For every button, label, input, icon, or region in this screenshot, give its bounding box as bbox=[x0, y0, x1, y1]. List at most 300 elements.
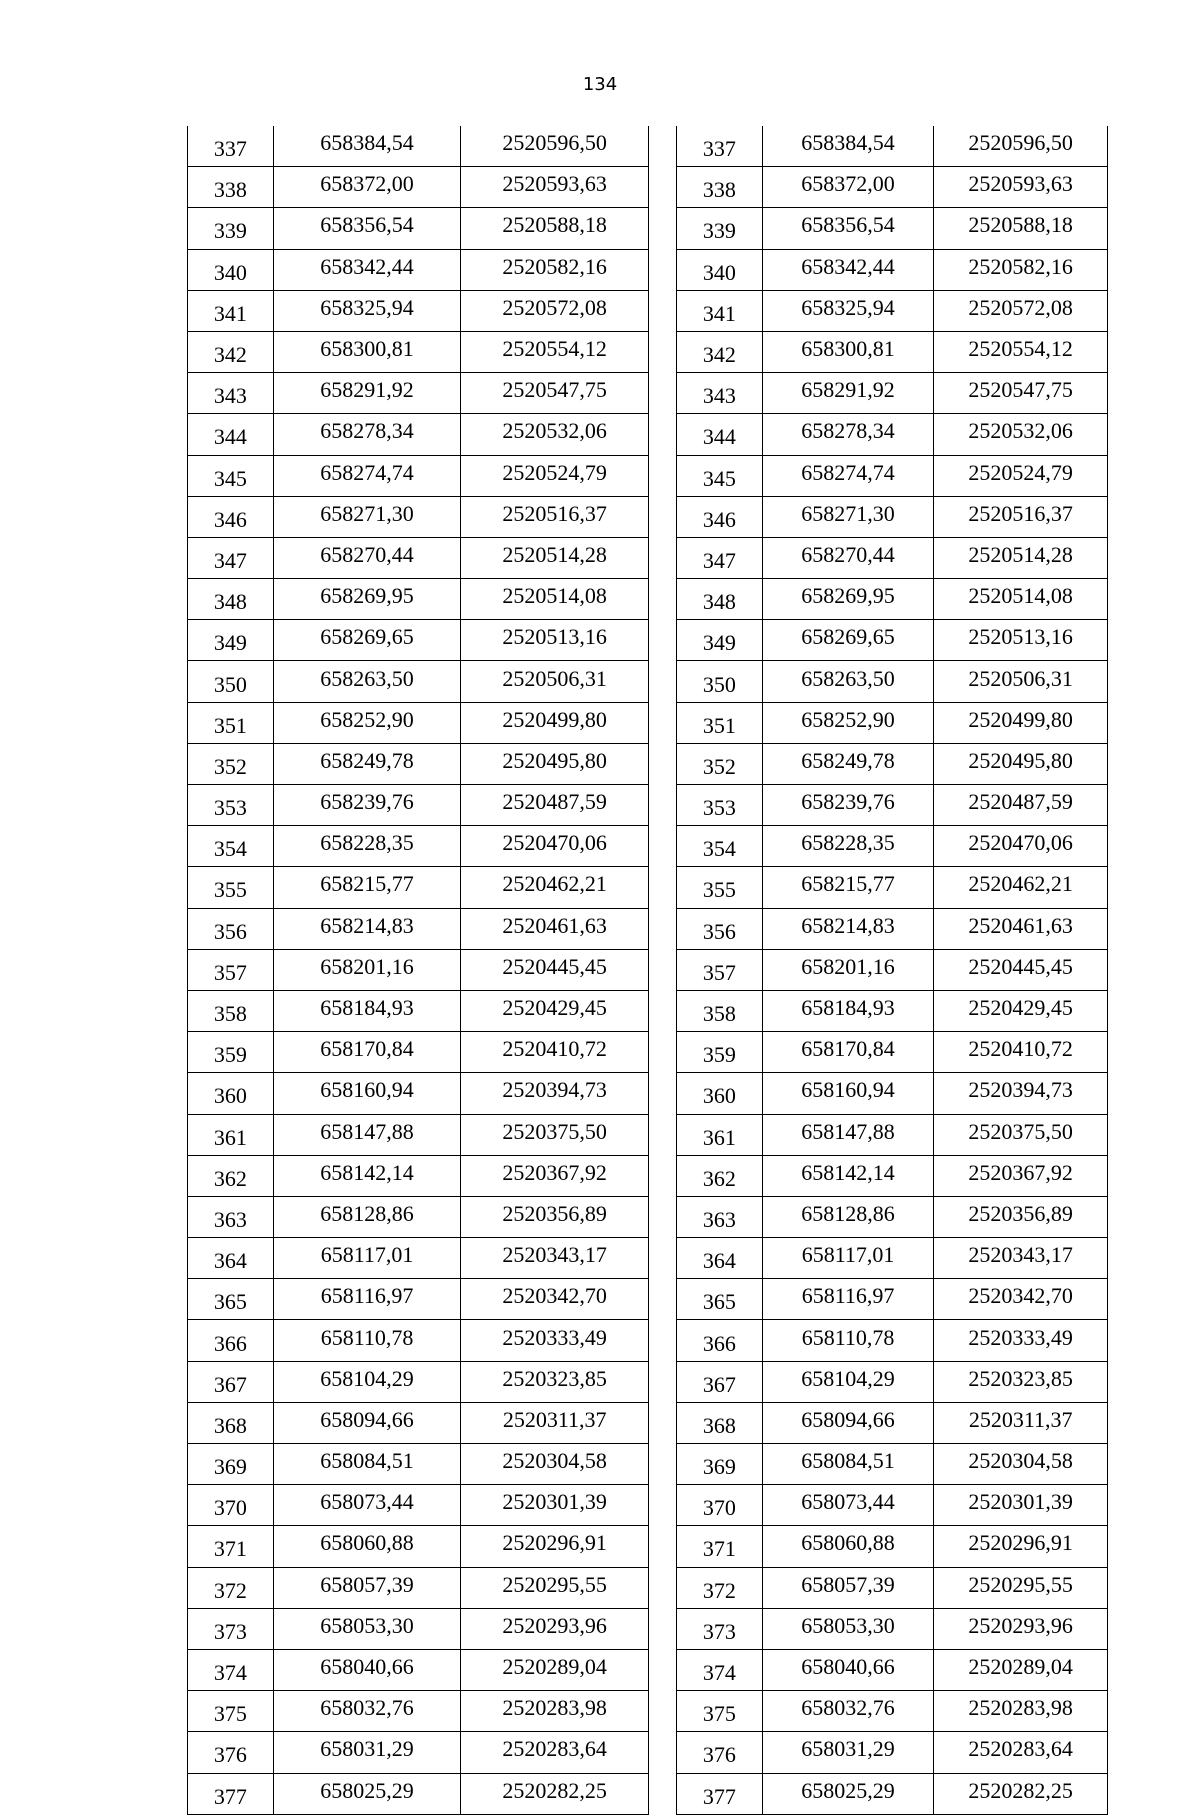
x-coordinate-cell: 658104,29 bbox=[273, 1361, 461, 1402]
point-number-cell: 361 bbox=[677, 1114, 763, 1155]
table-row bbox=[677, 167, 1108, 208]
table-row bbox=[188, 1196, 649, 1237]
point-number-cell: 345 bbox=[188, 455, 274, 496]
table-row bbox=[677, 579, 1108, 620]
x-coordinate-cell: 658252,90 bbox=[762, 702, 934, 743]
table-row bbox=[677, 826, 1108, 867]
y-coordinate-cell: 2520304,58 bbox=[461, 1444, 649, 1485]
x-coordinate-cell: 658300,81 bbox=[273, 331, 461, 372]
y-coordinate-cell: 2520499,80 bbox=[934, 702, 1108, 743]
point-number-cell: 364 bbox=[188, 1238, 274, 1279]
y-coordinate-cell: 2520429,45 bbox=[934, 990, 1108, 1031]
y-coordinate-cell: 2520532,06 bbox=[461, 414, 649, 455]
table-row bbox=[677, 126, 1108, 167]
y-coordinate-cell: 2520470,06 bbox=[934, 826, 1108, 867]
point-number-cell: 375 bbox=[677, 1691, 763, 1732]
table-row bbox=[188, 1773, 649, 1814]
x-coordinate-cell: 658274,74 bbox=[762, 455, 934, 496]
x-coordinate-cell: 658201,16 bbox=[762, 949, 934, 990]
x-coordinate-cell: 658269,95 bbox=[762, 579, 934, 620]
x-coordinate-cell: 658060,88 bbox=[762, 1526, 934, 1567]
x-coordinate-cell: 658201,16 bbox=[273, 949, 461, 990]
point-number-cell: 359 bbox=[188, 1032, 274, 1073]
y-coordinate-cell: 2520513,16 bbox=[461, 620, 649, 661]
y-coordinate-cell: 2520593,63 bbox=[461, 167, 649, 208]
y-coordinate-cell: 2520283,98 bbox=[461, 1691, 649, 1732]
table-row bbox=[677, 1649, 1108, 1690]
x-coordinate-cell: 658094,66 bbox=[762, 1402, 934, 1443]
y-coordinate-cell: 2520445,45 bbox=[461, 949, 649, 990]
x-coordinate-cell: 658239,76 bbox=[273, 785, 461, 826]
table-row bbox=[677, 867, 1108, 908]
y-coordinate-cell: 2520283,64 bbox=[461, 1732, 649, 1773]
y-coordinate-cell: 2520499,80 bbox=[461, 702, 649, 743]
point-number-cell: 366 bbox=[188, 1320, 274, 1361]
table-row bbox=[677, 1196, 1108, 1237]
y-coordinate-cell: 2520513,16 bbox=[934, 620, 1108, 661]
x-coordinate-cell: 658057,39 bbox=[273, 1567, 461, 1608]
table-row bbox=[677, 1238, 1108, 1279]
table-row bbox=[677, 496, 1108, 537]
y-coordinate-cell: 2520301,39 bbox=[934, 1485, 1108, 1526]
y-coordinate-cell: 2520593,63 bbox=[934, 167, 1108, 208]
x-coordinate-cell: 658372,00 bbox=[273, 167, 461, 208]
x-coordinate-cell: 658110,78 bbox=[273, 1320, 461, 1361]
table-row bbox=[188, 1649, 649, 1690]
y-coordinate-cell: 2520429,45 bbox=[461, 990, 649, 1031]
table-row bbox=[188, 126, 649, 167]
y-coordinate-cell: 2520293,96 bbox=[461, 1608, 649, 1649]
x-coordinate-cell: 658356,54 bbox=[762, 208, 934, 249]
table-row bbox=[188, 661, 649, 702]
table-row bbox=[677, 1361, 1108, 1402]
y-coordinate-cell: 2520283,98 bbox=[934, 1691, 1108, 1732]
table-row bbox=[677, 1485, 1108, 1526]
x-coordinate-cell: 658278,34 bbox=[273, 414, 461, 455]
x-coordinate-cell: 658117,01 bbox=[762, 1238, 934, 1279]
point-number-cell: 354 bbox=[677, 826, 763, 867]
y-coordinate-cell: 2520342,70 bbox=[461, 1279, 649, 1320]
y-coordinate-cell: 2520514,28 bbox=[934, 537, 1108, 578]
point-number-cell: 346 bbox=[677, 496, 763, 537]
x-coordinate-cell: 658147,88 bbox=[273, 1114, 461, 1155]
point-number-cell: 365 bbox=[188, 1279, 274, 1320]
y-coordinate-cell: 2520333,49 bbox=[461, 1320, 649, 1361]
point-number-cell: 371 bbox=[677, 1526, 763, 1567]
x-coordinate-cell: 658040,66 bbox=[762, 1649, 934, 1690]
table-row bbox=[188, 743, 649, 784]
x-coordinate-cell: 658025,29 bbox=[762, 1773, 934, 1814]
point-number-cell: 353 bbox=[188, 785, 274, 826]
point-number-cell: 364 bbox=[677, 1238, 763, 1279]
table-row bbox=[188, 1402, 649, 1443]
x-coordinate-cell: 658271,30 bbox=[762, 496, 934, 537]
table-row bbox=[677, 249, 1108, 290]
point-number-cell: 369 bbox=[677, 1444, 763, 1485]
x-coordinate-cell: 658278,34 bbox=[762, 414, 934, 455]
x-coordinate-cell: 658291,92 bbox=[273, 373, 461, 414]
x-coordinate-cell: 658094,66 bbox=[273, 1402, 461, 1443]
point-number-cell: 348 bbox=[188, 579, 274, 620]
x-coordinate-cell: 658032,76 bbox=[273, 1691, 461, 1732]
y-coordinate-cell: 2520283,64 bbox=[934, 1732, 1108, 1773]
point-number-cell: 347 bbox=[188, 537, 274, 578]
y-coordinate-cell: 2520293,96 bbox=[934, 1608, 1108, 1649]
x-coordinate-cell: 658073,44 bbox=[762, 1485, 934, 1526]
x-coordinate-cell: 658269,65 bbox=[762, 620, 934, 661]
table-row bbox=[677, 1567, 1108, 1608]
point-number-cell: 341 bbox=[677, 290, 763, 331]
table-row bbox=[677, 990, 1108, 1031]
table-row bbox=[677, 455, 1108, 496]
x-coordinate-cell: 658057,39 bbox=[762, 1567, 934, 1608]
point-number-cell: 372 bbox=[188, 1567, 274, 1608]
x-coordinate-cell: 658147,88 bbox=[762, 1114, 934, 1155]
point-number-cell: 362 bbox=[677, 1155, 763, 1196]
point-number-cell: 377 bbox=[188, 1773, 274, 1814]
table-row bbox=[188, 908, 649, 949]
x-coordinate-cell: 658263,50 bbox=[273, 661, 461, 702]
point-number-cell: 377 bbox=[677, 1773, 763, 1814]
table-row bbox=[188, 537, 649, 578]
point-number-cell: 356 bbox=[188, 908, 274, 949]
x-coordinate-cell: 658031,29 bbox=[273, 1732, 461, 1773]
y-coordinate-cell: 2520514,08 bbox=[934, 579, 1108, 620]
point-number-cell: 366 bbox=[677, 1320, 763, 1361]
y-coordinate-cell: 2520596,50 bbox=[934, 126, 1108, 167]
coordinates-table-left-body bbox=[188, 126, 649, 1814]
table-row bbox=[188, 249, 649, 290]
point-number-cell: 370 bbox=[677, 1485, 763, 1526]
point-number-cell: 340 bbox=[188, 249, 274, 290]
x-coordinate-cell: 658170,84 bbox=[273, 1032, 461, 1073]
y-coordinate-cell: 2520572,08 bbox=[934, 290, 1108, 331]
x-coordinate-cell: 658025,29 bbox=[273, 1773, 461, 1814]
point-number-cell: 376 bbox=[677, 1732, 763, 1773]
table-row bbox=[677, 1773, 1108, 1814]
y-coordinate-cell: 2520356,89 bbox=[934, 1196, 1108, 1237]
table-row bbox=[677, 1402, 1108, 1443]
x-coordinate-cell: 658031,29 bbox=[762, 1732, 934, 1773]
x-coordinate-cell: 658239,76 bbox=[762, 785, 934, 826]
point-number-cell: 367 bbox=[188, 1361, 274, 1402]
x-coordinate-cell: 658249,78 bbox=[273, 743, 461, 784]
table-row bbox=[188, 990, 649, 1031]
y-coordinate-cell: 2520343,17 bbox=[461, 1238, 649, 1279]
table-row bbox=[188, 867, 649, 908]
x-coordinate-cell: 658342,44 bbox=[273, 249, 461, 290]
point-number-cell: 339 bbox=[677, 208, 763, 249]
x-coordinate-cell: 658249,78 bbox=[762, 743, 934, 784]
y-coordinate-cell: 2520572,08 bbox=[461, 290, 649, 331]
y-coordinate-cell: 2520506,31 bbox=[461, 661, 649, 702]
table-row bbox=[188, 167, 649, 208]
y-coordinate-cell: 2520514,08 bbox=[461, 579, 649, 620]
table-row bbox=[188, 331, 649, 372]
x-coordinate-cell: 658160,94 bbox=[273, 1073, 461, 1114]
x-coordinate-cell: 658252,90 bbox=[273, 702, 461, 743]
table-row bbox=[677, 1032, 1108, 1073]
table-row bbox=[677, 1114, 1108, 1155]
y-coordinate-cell: 2520295,55 bbox=[934, 1567, 1108, 1608]
y-coordinate-cell: 2520356,89 bbox=[461, 1196, 649, 1237]
table-row bbox=[188, 1238, 649, 1279]
table-row bbox=[677, 949, 1108, 990]
x-coordinate-cell: 658170,84 bbox=[762, 1032, 934, 1073]
x-coordinate-cell: 658128,86 bbox=[273, 1196, 461, 1237]
point-number-cell: 350 bbox=[677, 661, 763, 702]
y-coordinate-cell: 2520301,39 bbox=[461, 1485, 649, 1526]
y-coordinate-cell: 2520495,80 bbox=[934, 743, 1108, 784]
y-coordinate-cell: 2520554,12 bbox=[461, 331, 649, 372]
y-coordinate-cell: 2520514,28 bbox=[461, 537, 649, 578]
table-row bbox=[188, 579, 649, 620]
y-coordinate-cell: 2520289,04 bbox=[461, 1649, 649, 1690]
point-number-cell: 376 bbox=[188, 1732, 274, 1773]
y-coordinate-cell: 2520311,37 bbox=[934, 1402, 1108, 1443]
table-row bbox=[188, 1526, 649, 1567]
y-coordinate-cell: 2520323,85 bbox=[461, 1361, 649, 1402]
table-row bbox=[188, 1567, 649, 1608]
point-number-cell: 374 bbox=[677, 1649, 763, 1690]
table-row bbox=[677, 373, 1108, 414]
x-coordinate-cell: 658128,86 bbox=[762, 1196, 934, 1237]
table-row bbox=[677, 661, 1108, 702]
x-coordinate-cell: 658270,44 bbox=[273, 537, 461, 578]
table-row bbox=[677, 331, 1108, 372]
table-row bbox=[677, 1073, 1108, 1114]
point-number-cell: 338 bbox=[677, 167, 763, 208]
x-coordinate-cell: 658053,30 bbox=[762, 1608, 934, 1649]
point-number-cell: 365 bbox=[677, 1279, 763, 1320]
x-coordinate-cell: 658215,77 bbox=[762, 867, 934, 908]
x-coordinate-cell: 658356,54 bbox=[273, 208, 461, 249]
x-coordinate-cell: 658372,00 bbox=[762, 167, 934, 208]
x-coordinate-cell: 658104,29 bbox=[762, 1361, 934, 1402]
x-coordinate-cell: 658384,54 bbox=[273, 126, 461, 167]
table-row bbox=[188, 496, 649, 537]
table-row bbox=[188, 1320, 649, 1361]
x-coordinate-cell: 658325,94 bbox=[273, 290, 461, 331]
x-coordinate-cell: 658270,44 bbox=[762, 537, 934, 578]
y-coordinate-cell: 2520582,16 bbox=[934, 249, 1108, 290]
point-number-cell: 351 bbox=[188, 702, 274, 743]
y-coordinate-cell: 2520462,21 bbox=[461, 867, 649, 908]
y-coordinate-cell: 2520524,79 bbox=[934, 455, 1108, 496]
point-number-cell: 357 bbox=[677, 949, 763, 990]
x-coordinate-cell: 658160,94 bbox=[762, 1073, 934, 1114]
y-coordinate-cell: 2520445,45 bbox=[934, 949, 1108, 990]
point-number-cell: 343 bbox=[188, 373, 274, 414]
point-number-cell: 368 bbox=[677, 1402, 763, 1443]
x-coordinate-cell: 658325,94 bbox=[762, 290, 934, 331]
table-row bbox=[677, 290, 1108, 331]
y-coordinate-cell: 2520495,80 bbox=[461, 743, 649, 784]
y-coordinate-cell: 2520323,85 bbox=[934, 1361, 1108, 1402]
coordinates-table-right-body bbox=[677, 126, 1108, 1814]
x-coordinate-cell: 658184,93 bbox=[273, 990, 461, 1031]
x-coordinate-cell: 658110,78 bbox=[762, 1320, 934, 1361]
point-number-cell: 362 bbox=[188, 1155, 274, 1196]
table-row bbox=[677, 1155, 1108, 1196]
page-number: 134 bbox=[582, 74, 618, 95]
point-number-cell: 375 bbox=[188, 1691, 274, 1732]
y-coordinate-cell: 2520524,79 bbox=[461, 455, 649, 496]
point-number-cell: 349 bbox=[677, 620, 763, 661]
table-row bbox=[677, 785, 1108, 826]
y-coordinate-cell: 2520596,50 bbox=[461, 126, 649, 167]
y-coordinate-cell: 2520282,25 bbox=[461, 1773, 649, 1814]
table-row bbox=[188, 1732, 649, 1773]
table-row bbox=[677, 1279, 1108, 1320]
point-number-cell: 349 bbox=[188, 620, 274, 661]
table-row bbox=[188, 826, 649, 867]
point-number-cell: 345 bbox=[677, 455, 763, 496]
point-number-cell: 352 bbox=[677, 743, 763, 784]
point-number-cell: 350 bbox=[188, 661, 274, 702]
point-number-cell: 374 bbox=[188, 1649, 274, 1690]
x-coordinate-cell: 658053,30 bbox=[273, 1608, 461, 1649]
table-row bbox=[677, 208, 1108, 249]
table-row bbox=[677, 908, 1108, 949]
table-row bbox=[188, 1608, 649, 1649]
y-coordinate-cell: 2520547,75 bbox=[461, 373, 649, 414]
table-row bbox=[188, 455, 649, 496]
table-row bbox=[188, 949, 649, 990]
table-row bbox=[677, 1320, 1108, 1361]
x-coordinate-cell: 658291,92 bbox=[762, 373, 934, 414]
table-row bbox=[677, 1526, 1108, 1567]
table-row bbox=[188, 290, 649, 331]
y-coordinate-cell: 2520588,18 bbox=[461, 208, 649, 249]
y-coordinate-cell: 2520554,12 bbox=[934, 331, 1108, 372]
table-row bbox=[677, 414, 1108, 455]
x-coordinate-cell: 658263,50 bbox=[762, 661, 934, 702]
table-row bbox=[188, 620, 649, 661]
x-coordinate-cell: 658060,88 bbox=[273, 1526, 461, 1567]
y-coordinate-cell: 2520516,37 bbox=[461, 496, 649, 537]
y-coordinate-cell: 2520342,70 bbox=[934, 1279, 1108, 1320]
y-coordinate-cell: 2520547,75 bbox=[934, 373, 1108, 414]
table-row bbox=[677, 702, 1108, 743]
point-number-cell: 340 bbox=[677, 249, 763, 290]
y-coordinate-cell: 2520295,55 bbox=[461, 1567, 649, 1608]
point-number-cell: 371 bbox=[188, 1526, 274, 1567]
point-number-cell: 351 bbox=[677, 702, 763, 743]
y-coordinate-cell: 2520296,91 bbox=[461, 1526, 649, 1567]
y-coordinate-cell: 2520289,04 bbox=[934, 1649, 1108, 1690]
table-row bbox=[677, 537, 1108, 578]
point-number-cell: 373 bbox=[188, 1608, 274, 1649]
x-coordinate-cell: 658142,14 bbox=[762, 1155, 934, 1196]
y-coordinate-cell: 2520333,49 bbox=[934, 1320, 1108, 1361]
x-coordinate-cell: 658271,30 bbox=[273, 496, 461, 537]
y-coordinate-cell: 2520532,06 bbox=[934, 414, 1108, 455]
y-coordinate-cell: 2520394,73 bbox=[934, 1073, 1108, 1114]
y-coordinate-cell: 2520462,21 bbox=[934, 867, 1108, 908]
y-coordinate-cell: 2520487,59 bbox=[461, 785, 649, 826]
point-number-cell: 342 bbox=[188, 331, 274, 372]
y-coordinate-cell: 2520367,92 bbox=[934, 1155, 1108, 1196]
point-number-cell: 337 bbox=[188, 126, 274, 167]
x-coordinate-cell: 658300,81 bbox=[762, 331, 934, 372]
point-number-cell: 363 bbox=[188, 1196, 274, 1237]
point-number-cell: 358 bbox=[188, 990, 274, 1031]
coordinates-table-right bbox=[676, 126, 1108, 1815]
table-row bbox=[677, 1732, 1108, 1773]
y-coordinate-cell: 2520506,31 bbox=[934, 661, 1108, 702]
x-coordinate-cell: 658214,83 bbox=[762, 908, 934, 949]
point-number-cell: 361 bbox=[188, 1114, 274, 1155]
y-coordinate-cell: 2520461,63 bbox=[934, 908, 1108, 949]
y-coordinate-cell: 2520516,37 bbox=[934, 496, 1108, 537]
table-row bbox=[188, 373, 649, 414]
point-number-cell: 360 bbox=[677, 1073, 763, 1114]
y-coordinate-cell: 2520410,72 bbox=[934, 1032, 1108, 1073]
point-number-cell: 352 bbox=[188, 743, 274, 784]
x-coordinate-cell: 658084,51 bbox=[762, 1444, 934, 1485]
table-row bbox=[677, 620, 1108, 661]
x-coordinate-cell: 658269,65 bbox=[273, 620, 461, 661]
point-number-cell: 355 bbox=[188, 867, 274, 908]
x-coordinate-cell: 658228,35 bbox=[762, 826, 934, 867]
point-number-cell: 343 bbox=[677, 373, 763, 414]
point-number-cell: 338 bbox=[188, 167, 274, 208]
point-number-cell: 358 bbox=[677, 990, 763, 1031]
y-coordinate-cell: 2520582,16 bbox=[461, 249, 649, 290]
point-number-cell: 344 bbox=[188, 414, 274, 455]
x-coordinate-cell: 658117,01 bbox=[273, 1238, 461, 1279]
y-coordinate-cell: 2520410,72 bbox=[461, 1032, 649, 1073]
point-number-cell: 359 bbox=[677, 1032, 763, 1073]
table-row bbox=[188, 1485, 649, 1526]
point-number-cell: 373 bbox=[677, 1608, 763, 1649]
point-number-cell: 337 bbox=[677, 126, 763, 167]
x-coordinate-cell: 658274,74 bbox=[273, 455, 461, 496]
point-number-cell: 339 bbox=[188, 208, 274, 249]
x-coordinate-cell: 658342,44 bbox=[762, 249, 934, 290]
table-row bbox=[677, 743, 1108, 784]
point-number-cell: 347 bbox=[677, 537, 763, 578]
point-number-cell: 348 bbox=[677, 579, 763, 620]
x-coordinate-cell: 658032,76 bbox=[762, 1691, 934, 1732]
x-coordinate-cell: 658073,44 bbox=[273, 1485, 461, 1526]
x-coordinate-cell: 658084,51 bbox=[273, 1444, 461, 1485]
y-coordinate-cell: 2520343,17 bbox=[934, 1238, 1108, 1279]
y-coordinate-cell: 2520296,91 bbox=[934, 1526, 1108, 1567]
y-coordinate-cell: 2520588,18 bbox=[934, 208, 1108, 249]
y-coordinate-cell: 2520304,58 bbox=[934, 1444, 1108, 1485]
table-row bbox=[188, 1114, 649, 1155]
y-coordinate-cell: 2520461,63 bbox=[461, 908, 649, 949]
table-row bbox=[188, 1361, 649, 1402]
x-coordinate-cell: 658116,97 bbox=[762, 1279, 934, 1320]
table-row bbox=[677, 1444, 1108, 1485]
coordinates-table-left bbox=[187, 126, 649, 1815]
table-row bbox=[188, 1032, 649, 1073]
y-coordinate-cell: 2520367,92 bbox=[461, 1155, 649, 1196]
x-coordinate-cell: 658184,93 bbox=[762, 990, 934, 1031]
table-row bbox=[188, 1073, 649, 1114]
table-row bbox=[188, 414, 649, 455]
x-coordinate-cell: 658142,14 bbox=[273, 1155, 461, 1196]
x-coordinate-cell: 658040,66 bbox=[273, 1649, 461, 1690]
table-row bbox=[677, 1608, 1108, 1649]
x-coordinate-cell: 658384,54 bbox=[762, 126, 934, 167]
point-number-cell: 360 bbox=[188, 1073, 274, 1114]
y-coordinate-cell: 2520394,73 bbox=[461, 1073, 649, 1114]
point-number-cell: 354 bbox=[188, 826, 274, 867]
